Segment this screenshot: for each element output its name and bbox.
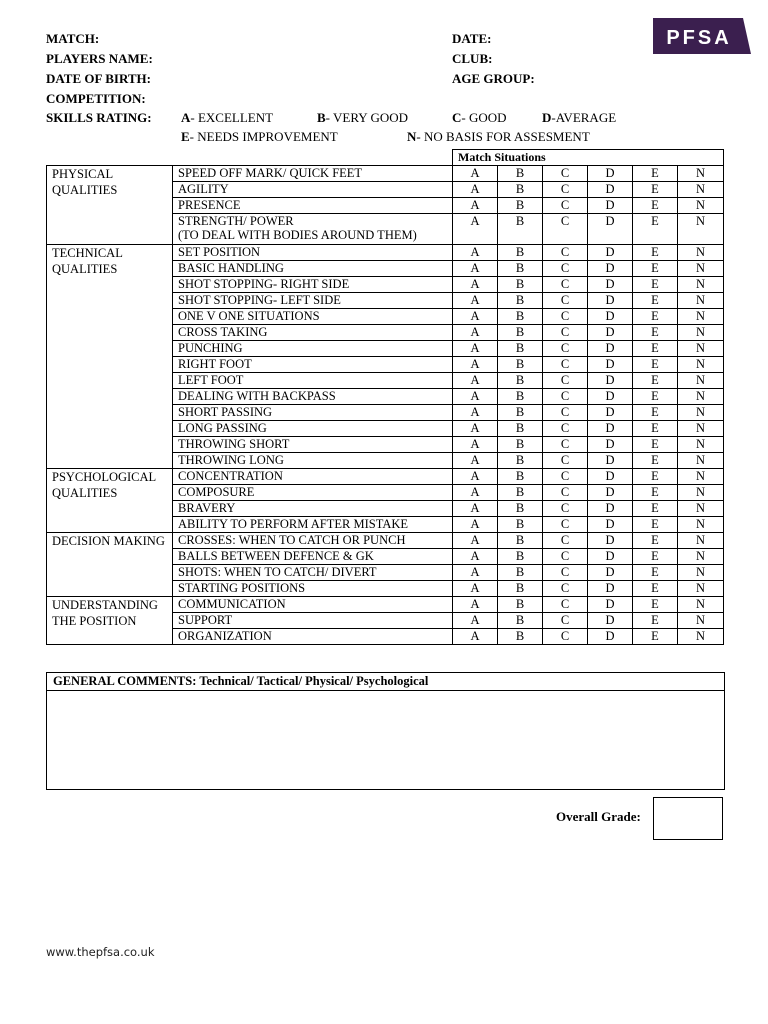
grade-option[interactable]: D (588, 517, 633, 533)
skill-label: ONE V ONE SITUATIONS (173, 309, 453, 325)
grade-option[interactable]: B (498, 469, 543, 485)
grade-option[interactable]: C (543, 533, 588, 549)
grade-option[interactable]: B (498, 549, 543, 565)
grade-option[interactable]: B (498, 405, 543, 421)
grade-option[interactable]: D (588, 501, 633, 517)
grade-option[interactable]: D (588, 405, 633, 421)
grade-option[interactable]: D (588, 469, 633, 485)
grade-option[interactable]: N (678, 453, 724, 469)
grade-option[interactable]: C (543, 357, 588, 373)
rating-c: C- GOOD (452, 110, 507, 125)
grade-option[interactable]: E (633, 389, 678, 405)
grade-option[interactable]: C (543, 613, 588, 629)
grade-option[interactable]: D (588, 309, 633, 325)
skill-label: SHOT STOPPING- RIGHT SIDE (173, 277, 453, 293)
grade-option[interactable]: E (633, 421, 678, 437)
pfsa-logo (653, 18, 751, 54)
grade-option[interactable]: D (588, 437, 633, 453)
rating-n: N- NO BASIS FOR ASSESMENT (407, 129, 590, 144)
grade-option[interactable]: B (498, 309, 543, 325)
grade-option[interactable]: A (453, 293, 498, 309)
grade-option[interactable]: N (678, 517, 724, 533)
grade-option[interactable]: N (678, 549, 724, 565)
grade-option[interactable]: C (543, 325, 588, 341)
grade-option[interactable]: A (453, 261, 498, 277)
skill-label: BASIC HANDLING (173, 261, 453, 277)
grade-option[interactable]: N (678, 166, 724, 182)
grade-option[interactable]: N (678, 357, 724, 373)
grade-option[interactable]: B (498, 581, 543, 597)
grade-option[interactable]: E (633, 293, 678, 309)
grade-option[interactable]: N (678, 501, 724, 517)
grade-option[interactable]: N (678, 613, 724, 629)
skill-label: CONCENTRATION (173, 469, 453, 485)
category-label: PHYSICAL QUALITIES (47, 166, 173, 245)
grade-option[interactable]: E (633, 629, 678, 645)
grade-option[interactable]: A (453, 182, 498, 198)
grade-option[interactable]: E (633, 613, 678, 629)
skills-rating-label: SKILLS RATING: (46, 110, 152, 125)
grade-option[interactable]: A (453, 581, 498, 597)
grade-option[interactable]: N (678, 261, 724, 277)
grade-option[interactable]: A (453, 166, 498, 182)
grade-option[interactable]: N (678, 277, 724, 293)
grade-option[interactable]: N (678, 214, 724, 245)
skill-label: PUNCHING (173, 341, 453, 357)
grade-option[interactable]: A (453, 549, 498, 565)
skill-label: LEFT FOOT (173, 373, 453, 389)
age-group-label: AGE GROUP: (452, 71, 535, 86)
grade-option[interactable]: D (588, 198, 633, 214)
grade-option[interactable]: C (543, 214, 588, 245)
grade-option[interactable]: C (543, 309, 588, 325)
grade-option[interactable]: E (633, 341, 678, 357)
grade-option[interactable]: B (498, 597, 543, 613)
grade-option[interactable]: B (498, 214, 543, 245)
skill-label: SHORT PASSING (173, 405, 453, 421)
grade-option[interactable]: B (498, 277, 543, 293)
grade-option[interactable]: A (453, 325, 498, 341)
grade-option[interactable]: A (453, 565, 498, 581)
grade-option[interactable]: A (453, 613, 498, 629)
grade-option[interactable]: A (453, 517, 498, 533)
grade-option[interactable]: N (678, 485, 724, 501)
skill-label: CROSS TAKING (173, 325, 453, 341)
grade-option[interactable]: E (633, 597, 678, 613)
grade-option[interactable]: E (633, 198, 678, 214)
category-label: PSYCHOLOGICAL QUALITIES (47, 469, 173, 533)
grade-option[interactable]: N (678, 437, 724, 453)
grade-option[interactable]: B (498, 421, 543, 437)
general-comments-title: GENERAL COMMENTS: Technical/ Tactical/ Physical/ Psychological (47, 673, 724, 691)
grade-option[interactable]: N (678, 198, 724, 214)
overall-grade-box[interactable] (653, 797, 723, 840)
grade-option[interactable]: E (633, 565, 678, 581)
grade-option[interactable]: A (453, 597, 498, 613)
grade-option[interactable]: B (498, 565, 543, 581)
players-name-label: PLAYERS NAME: (46, 51, 153, 66)
skill-label: ORGANIZATION (173, 629, 453, 645)
grade-option[interactable]: B (498, 293, 543, 309)
grade-option[interactable]: N (678, 341, 724, 357)
grade-option[interactable]: C (543, 517, 588, 533)
grade-option[interactable]: D (588, 453, 633, 469)
grade-option[interactable]: N (678, 581, 724, 597)
grade-option[interactable]: D (588, 214, 633, 245)
grade-option[interactable]: E (633, 325, 678, 341)
grade-option[interactable]: C (543, 565, 588, 581)
grade-option[interactable]: A (453, 405, 498, 421)
grade-option[interactable]: E (633, 182, 678, 198)
skill-label: LONG PASSING (173, 421, 453, 437)
grade-option[interactable]: C (543, 182, 588, 198)
grade-option[interactable]: A (453, 501, 498, 517)
grade-option[interactable]: N (678, 325, 724, 341)
grade-option[interactable]: A (453, 245, 498, 261)
grade-option[interactable]: D (588, 182, 633, 198)
grade-option[interactable]: B (498, 517, 543, 533)
skill-label: THROWING SHORT (173, 437, 453, 453)
skill-label: SHOTS: WHEN TO CATCH/ DIVERT (173, 565, 453, 581)
grade-option[interactable]: A (453, 437, 498, 453)
grade-option[interactable]: B (498, 325, 543, 341)
grade-option[interactable]: D (588, 357, 633, 373)
skill-label: COMMUNICATION (173, 597, 453, 613)
skill-label: STRENGTH/ POWER (TO DEAL WITH BODIES AROUND THEM) (173, 214, 453, 245)
grade-option[interactable]: A (453, 341, 498, 357)
grade-option[interactable]: B (498, 245, 543, 261)
grade-option[interactable]: C (543, 277, 588, 293)
table-row (47, 245, 724, 261)
skill-label: DEALING WITH BACKPASS (173, 389, 453, 405)
grade-option[interactable]: D (588, 421, 633, 437)
grade-option[interactable]: E (633, 501, 678, 517)
skill-label: BALLS BETWEEN DEFENCE & GK (173, 549, 453, 565)
grade-option[interactable]: E (633, 405, 678, 421)
grade-option[interactable]: E (633, 214, 678, 245)
grade-option[interactable]: A (453, 198, 498, 214)
grade-option[interactable]: A (453, 421, 498, 437)
grade-option[interactable]: A (453, 629, 498, 645)
grade-option[interactable]: E (633, 469, 678, 485)
grade-option[interactable]: E (633, 373, 678, 389)
grade-option[interactable]: D (588, 277, 633, 293)
grade-option[interactable]: B (498, 453, 543, 469)
grade-option[interactable]: N (678, 469, 724, 485)
grade-option[interactable]: D (588, 389, 633, 405)
table-row (47, 166, 724, 182)
grade-option[interactable]: E (633, 517, 678, 533)
rating-b: B- VERY GOOD (317, 110, 409, 125)
grade-option[interactable]: B (498, 629, 543, 645)
category-label: DECISION MAKING (47, 533, 173, 597)
grade-option[interactable]: B (498, 437, 543, 453)
grade-option[interactable]: N (678, 309, 724, 325)
grade-option[interactable]: C (543, 485, 588, 501)
grade-option[interactable]: N (678, 629, 724, 645)
grade-option[interactable]: D (588, 549, 633, 565)
grade-option[interactable]: D (588, 373, 633, 389)
grade-option[interactable]: E (633, 309, 678, 325)
table-row (47, 469, 724, 485)
grade-option[interactable]: A (453, 373, 498, 389)
grade-option[interactable]: B (498, 501, 543, 517)
general-comments-box[interactable] (46, 672, 725, 790)
skill-label: BRAVERY (173, 501, 453, 517)
club-label: CLUB: (452, 51, 493, 66)
category-label: TECHNICAL QUALITIES (47, 245, 173, 469)
grade-option[interactable]: D (588, 245, 633, 261)
table-header-row (47, 150, 724, 166)
grade-option[interactable]: C (543, 166, 588, 182)
grade-option[interactable]: D (588, 565, 633, 581)
grade-option[interactable]: B (498, 198, 543, 214)
grade-option[interactable]: D (588, 293, 633, 309)
grade-option[interactable]: B (498, 389, 543, 405)
grade-option[interactable]: D (588, 581, 633, 597)
grade-option[interactable]: N (678, 293, 724, 309)
skill-label: COMPOSURE (173, 485, 453, 501)
grade-option[interactable]: N (678, 182, 724, 198)
skill-label: SPEED OFF MARK/ QUICK FEET (173, 166, 453, 182)
match-label: MATCH: (46, 31, 100, 46)
skill-label: STARTING POSITIONS (173, 581, 453, 597)
skill-label: SUPPORT (173, 613, 453, 629)
grade-option[interactable]: B (498, 261, 543, 277)
date-label: DATE: (452, 31, 492, 46)
grade-option[interactable]: D (588, 629, 633, 645)
grade-option[interactable]: N (678, 565, 724, 581)
grade-option[interactable]: A (453, 357, 498, 373)
grade-option[interactable]: B (498, 182, 543, 198)
skills-table (46, 149, 724, 645)
grade-option[interactable]: N (678, 373, 724, 389)
grade-option[interactable]: C (543, 469, 588, 485)
grade-option[interactable]: N (678, 533, 724, 549)
grade-option[interactable]: C (543, 597, 588, 613)
grade-option[interactable]: E (633, 581, 678, 597)
grade-option[interactable]: D (588, 261, 633, 277)
grade-option[interactable]: D (588, 533, 633, 549)
grade-option[interactable]: N (678, 389, 724, 405)
grade-option[interactable]: D (588, 597, 633, 613)
grade-option[interactable]: C (543, 453, 588, 469)
grade-option[interactable]: E (633, 277, 678, 293)
grade-option[interactable]: A (453, 533, 498, 549)
rating-e: E- NEEDS IMPROVEMENT (181, 129, 338, 144)
grade-option[interactable]: E (633, 453, 678, 469)
category-label: UNDERSTANDING THE POSITION (47, 597, 173, 645)
grade-option[interactable]: C (543, 549, 588, 565)
grade-option[interactable]: E (633, 437, 678, 453)
grade-option[interactable]: C (543, 437, 588, 453)
logo-text: PFSA (666, 27, 732, 49)
table-row (47, 597, 724, 613)
grade-option[interactable]: B (498, 357, 543, 373)
grade-option[interactable]: N (678, 245, 724, 261)
skill-label: RIGHT FOOT (173, 357, 453, 373)
rating-d: D-AVERAGE (542, 110, 617, 125)
grade-option[interactable]: N (678, 405, 724, 421)
overall-grade-label: Overall Grade: (556, 809, 641, 824)
grade-option[interactable]: D (588, 485, 633, 501)
grade-option[interactable]: E (633, 261, 678, 277)
grade-option[interactable]: A (453, 389, 498, 405)
grade-option[interactable]: C (543, 629, 588, 645)
skill-label: AGILITY (173, 182, 453, 198)
grade-option[interactable]: D (588, 325, 633, 341)
grade-option[interactable]: A (453, 485, 498, 501)
grade-option[interactable]: A (453, 469, 498, 485)
grade-option[interactable]: C (543, 293, 588, 309)
grade-option[interactable]: D (588, 613, 633, 629)
grade-option[interactable]: B (498, 373, 543, 389)
grade-option[interactable]: E (633, 533, 678, 549)
grade-option[interactable]: N (678, 597, 724, 613)
grade-option[interactable]: A (453, 309, 498, 325)
skill-label: ABILITY TO PERFORM AFTER MISTAKE (173, 517, 453, 533)
grade-option[interactable]: C (543, 341, 588, 357)
grade-option[interactable]: B (498, 485, 543, 501)
grade-option[interactable]: E (633, 485, 678, 501)
table-row (47, 533, 724, 549)
grade-option[interactable]: A (453, 214, 498, 245)
grade-option[interactable]: C (543, 245, 588, 261)
skill-label: CROSSES: WHEN TO CATCH OR PUNCH (173, 533, 453, 549)
grade-option[interactable]: B (498, 166, 543, 182)
grade-option[interactable]: C (543, 421, 588, 437)
skill-label: PRESENCE (173, 198, 453, 214)
grade-option[interactable]: C (543, 389, 588, 405)
grade-option[interactable]: B (498, 613, 543, 629)
grade-option[interactable]: D (588, 341, 633, 357)
grade-option[interactable]: C (543, 373, 588, 389)
grade-option[interactable]: B (498, 533, 543, 549)
grade-option[interactable]: C (543, 405, 588, 421)
grade-option[interactable]: E (633, 549, 678, 565)
grade-option[interactable]: C (543, 581, 588, 597)
grade-option[interactable]: C (543, 198, 588, 214)
grade-option[interactable]: C (543, 261, 588, 277)
competition-label: COMPETITION: (46, 91, 146, 106)
grade-option[interactable]: C (543, 501, 588, 517)
skill-label: THROWING LONG (173, 453, 453, 469)
skill-label: SET POSITION (173, 245, 453, 261)
skill-label: SHOT STOPPING- LEFT SIDE (173, 293, 453, 309)
grade-option[interactable]: D (588, 166, 633, 182)
grade-option[interactable]: E (633, 245, 678, 261)
date-of-birth-label: DATE OF BIRTH: (46, 71, 151, 86)
rating-a: A- EXCELLENT (181, 110, 274, 125)
grade-option[interactable]: A (453, 277, 498, 293)
grade-option[interactable]: A (453, 453, 498, 469)
grade-option[interactable]: E (633, 166, 678, 182)
grade-option[interactable]: N (678, 421, 724, 437)
grade-option[interactable]: E (633, 357, 678, 373)
match-situations-header: Match Situations (453, 150, 724, 166)
footer-website: www.thepfsa.co.uk (46, 945, 155, 959)
grade-option[interactable]: B (498, 341, 543, 357)
